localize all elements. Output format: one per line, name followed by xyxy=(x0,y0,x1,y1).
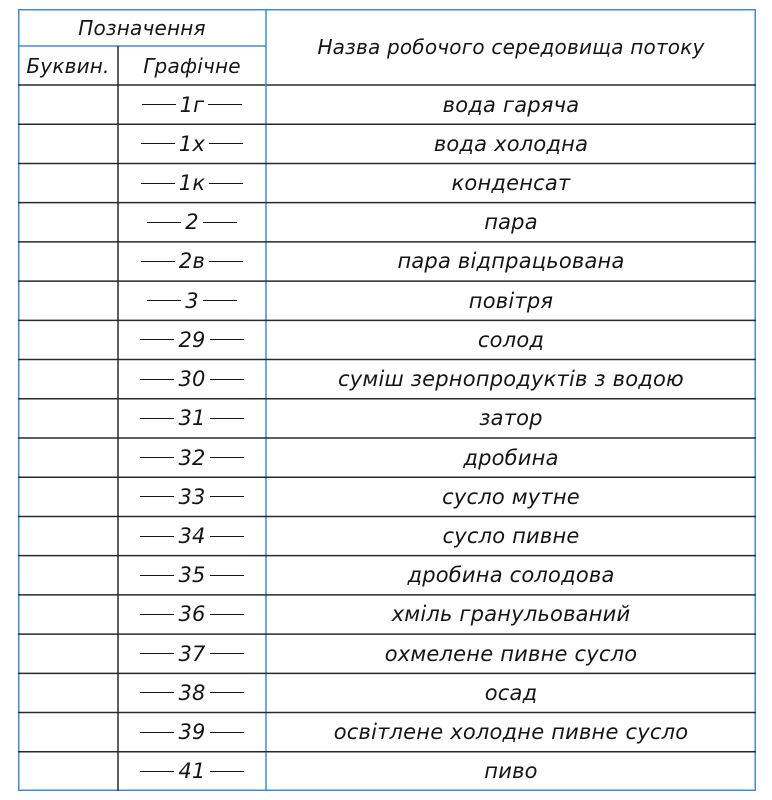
flow-line-left xyxy=(141,261,175,262)
row-medium-name: охмелене пивне сусло xyxy=(384,641,638,666)
flow-line-left xyxy=(147,300,181,301)
flow-line-left xyxy=(140,379,174,380)
header-graphic: Графічне xyxy=(143,53,241,78)
row-medium-name: затор xyxy=(479,406,543,431)
row-medium-name: суміш зернопродуктів з водою xyxy=(338,367,684,392)
row-graphic-code xyxy=(118,320,266,359)
flow-line-right xyxy=(210,418,244,419)
flow-line-left xyxy=(140,457,174,458)
flow-designation-table xyxy=(18,9,756,791)
row-medium-name: дробина xyxy=(463,445,559,470)
row-medium-name: пара xyxy=(484,210,538,235)
row-letter-code xyxy=(18,124,118,163)
row-graphic-code xyxy=(118,634,266,673)
row-letter-code xyxy=(18,163,118,202)
row-graphic-code xyxy=(118,203,266,242)
row-letter-code xyxy=(18,85,118,124)
row-letter-code xyxy=(18,203,118,242)
flow-line-right xyxy=(210,771,244,772)
flow-line-right xyxy=(210,692,244,693)
row-letter-code xyxy=(18,281,118,320)
flow-line-left xyxy=(147,222,181,223)
flow-line-right xyxy=(210,496,244,497)
row-medium-name: повітря xyxy=(468,288,554,313)
row-letter-code xyxy=(18,595,118,634)
header-designation: Позначення xyxy=(78,15,206,40)
row-letter-code xyxy=(18,713,118,752)
row-letter-code xyxy=(18,752,118,791)
flow-code-label: 1к xyxy=(178,171,206,196)
row-medium-name: конденсат xyxy=(451,171,571,196)
flow-line-right xyxy=(210,575,244,576)
flow-line-right xyxy=(210,339,244,340)
row-graphic-code xyxy=(118,477,266,516)
flow-line-left xyxy=(141,183,175,184)
flow-code-label: 30 xyxy=(178,367,206,392)
flow-line-left xyxy=(140,536,174,537)
flow-code-label: 35 xyxy=(178,563,206,588)
row-graphic-code xyxy=(118,281,266,320)
row-medium-name: сусло мутне xyxy=(442,484,580,509)
flow-line-right xyxy=(203,222,237,223)
row-graphic-code xyxy=(118,399,266,438)
row-medium-name: вода гаряча xyxy=(442,92,580,117)
row-letter-code xyxy=(18,320,118,359)
flow-code-label: 31 xyxy=(178,406,206,431)
flow-code-label: 33 xyxy=(178,484,206,509)
row-medium-name: солод xyxy=(477,327,545,352)
row-medium-name: сусло пивне xyxy=(442,524,580,549)
flow-line-right xyxy=(210,653,244,654)
row-graphic-code xyxy=(118,595,266,634)
row-graphic-code xyxy=(118,516,266,555)
flow-code-label: 34 xyxy=(178,524,206,549)
flow-line-right xyxy=(210,732,244,733)
flow-code-label: 3 xyxy=(185,288,199,313)
row-medium-name: дробина солодова xyxy=(407,563,615,588)
flow-code-label: 38 xyxy=(178,680,206,705)
flow-line-left xyxy=(140,575,174,576)
flow-line-right xyxy=(210,379,244,380)
row-letter-code xyxy=(18,556,118,595)
row-letter-code xyxy=(18,634,118,673)
row-graphic-code xyxy=(118,713,266,752)
row-letter-code xyxy=(18,242,118,281)
row-graphic-code xyxy=(118,438,266,477)
row-letter-code xyxy=(18,516,118,555)
flow-code-label: 36 xyxy=(178,602,206,627)
row-graphic-code xyxy=(118,124,266,163)
flow-code-label: 39 xyxy=(178,720,206,745)
flow-code-label: 29 xyxy=(178,327,206,352)
flow-line-left xyxy=(140,614,174,615)
row-graphic-code xyxy=(118,85,266,124)
row-medium-name: хміль гранульований xyxy=(391,602,631,627)
row-letter-code xyxy=(18,360,118,399)
flow-line-left xyxy=(140,692,174,693)
flow-line-left xyxy=(140,653,174,654)
flow-line-left xyxy=(141,143,175,144)
row-graphic-code xyxy=(118,752,266,791)
flow-line-right xyxy=(209,261,243,262)
flow-line-right xyxy=(210,457,244,458)
flow-code-label: 1х xyxy=(178,131,206,156)
flow-line-left xyxy=(140,732,174,733)
flow-line-right xyxy=(208,104,242,105)
flow-code-label: 2в xyxy=(178,249,206,274)
flow-code-label: 32 xyxy=(178,445,206,470)
flow-code-label: 1г xyxy=(179,92,205,117)
row-medium-name: пара відпрацьована xyxy=(397,249,625,274)
flow-line-right xyxy=(203,300,237,301)
row-medium-name: вода холодна xyxy=(433,131,589,156)
flow-line-left xyxy=(140,771,174,772)
row-graphic-code xyxy=(118,673,266,712)
flow-line-right xyxy=(210,614,244,615)
row-graphic-code xyxy=(118,163,266,202)
flow-line-left xyxy=(140,496,174,497)
flow-line-left xyxy=(142,104,176,105)
row-graphic-code xyxy=(118,242,266,281)
header-letter: Буквин. xyxy=(26,53,110,78)
row-letter-code xyxy=(18,673,118,712)
row-graphic-code xyxy=(118,360,266,399)
row-letter-code xyxy=(18,399,118,438)
row-letter-code xyxy=(18,477,118,516)
flow-code-label: 2 xyxy=(185,210,199,235)
header-medium-name: Назва робочого середовища потоку xyxy=(317,35,705,59)
flow-line-left xyxy=(140,418,174,419)
row-medium-name: пиво xyxy=(484,759,538,784)
row-letter-code xyxy=(18,438,118,477)
row-graphic-code xyxy=(118,556,266,595)
flow-code-label: 41 xyxy=(178,759,206,784)
flow-line-right xyxy=(209,143,243,144)
flow-line-left xyxy=(140,339,174,340)
row-medium-name: осад xyxy=(484,680,538,705)
row-medium-name: освітлене холодне пивне сусло xyxy=(333,720,689,745)
flow-code-label: 37 xyxy=(178,641,206,666)
flow-line-right xyxy=(209,183,243,184)
flow-line-right xyxy=(210,536,244,537)
